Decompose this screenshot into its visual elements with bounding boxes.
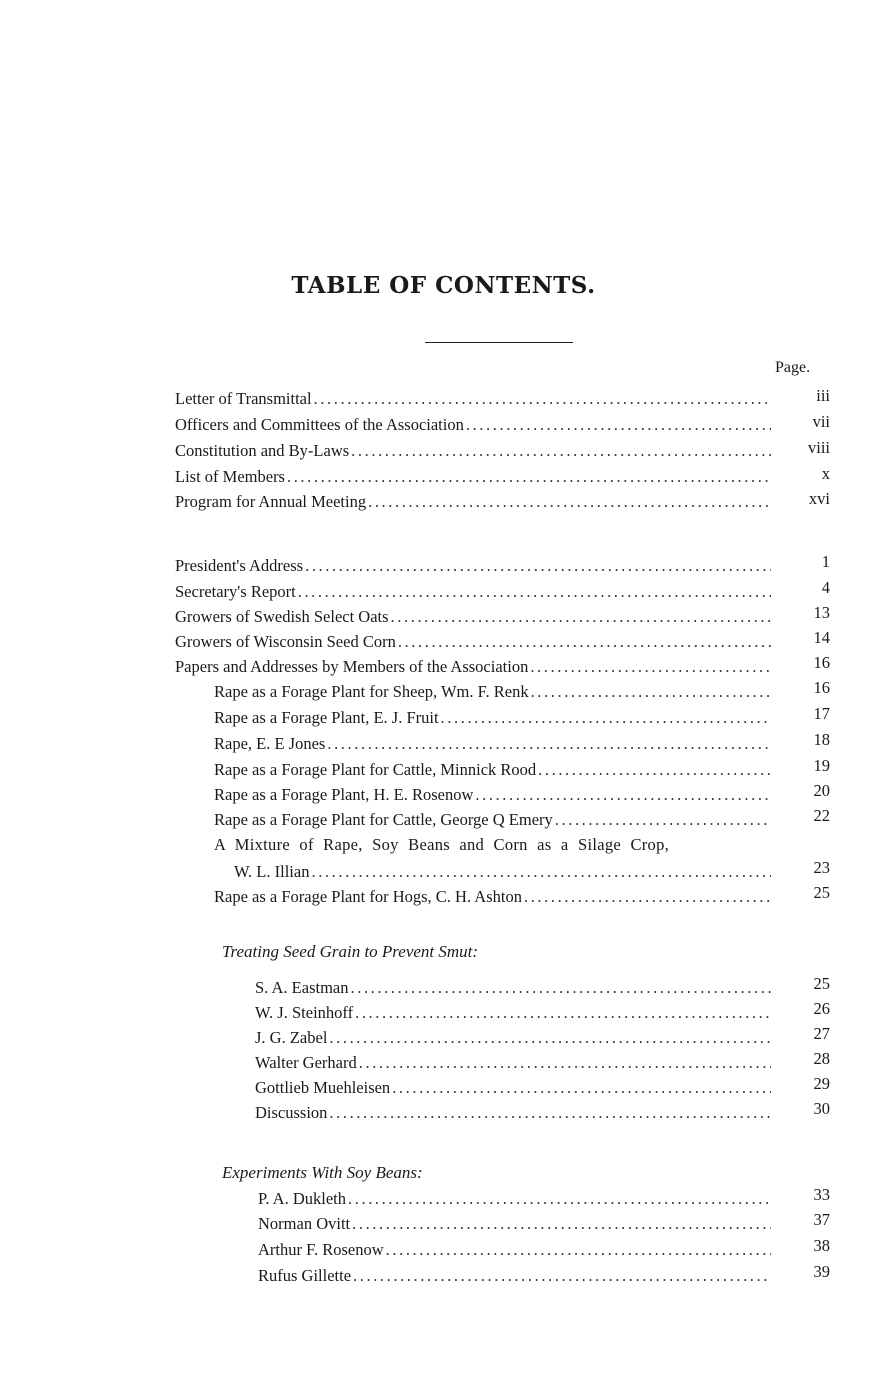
toc-page-number: 27 — [813, 1024, 830, 1043]
toc-page-number: 37 — [813, 1210, 830, 1229]
toc-page-number: 25 — [813, 883, 830, 902]
section-heading: Treating Seed Grain to Prevent Smut: — [222, 942, 479, 961]
toc-page-number: 38 — [813, 1236, 830, 1255]
toc-page-number: 30 — [813, 1099, 830, 1118]
toc-page-number: 23 — [813, 858, 830, 877]
toc-entry: Officers and Committees of the Association ..... — [175, 415, 775, 437]
section-heading: Experiments With Soy Beans: — [222, 1163, 423, 1182]
toc-entry: W. L. Illian ..... — [234, 862, 775, 884]
toc-page-number: 16 — [813, 678, 830, 697]
toc-entry: Gottlieb Muehleisen ..... — [255, 1078, 775, 1100]
toc-page-number: 17 — [813, 704, 830, 723]
toc-entry: Letter of Transmittal ..... — [175, 389, 775, 411]
toc-entry: W. J. Steinhoff ..... — [255, 1003, 775, 1025]
toc-page-number: 22 — [813, 806, 830, 825]
toc-entry: Rape as a Forage Plant for Hogs, C. H. Ashton ..... — [214, 887, 775, 909]
toc-entry: Rape as a Forage Plant for Cattle, George Q Emery ..... — [214, 810, 775, 832]
toc-entry: S. A. Eastman ..... — [255, 978, 775, 1000]
toc-page-number: xvi — [808, 489, 830, 508]
toc-entry: Discussion ..... — [255, 1103, 775, 1125]
toc-entry: Walter Gerhard ..... — [255, 1053, 775, 1075]
toc-entry: Rape as a Forage Plant, H. E. Rosenow ..... — [214, 785, 775, 807]
title-rule — [425, 342, 573, 343]
toc-page-number: viii — [807, 438, 830, 457]
toc-page-number: 13 — [813, 603, 830, 622]
toc-entry: Constitution and By-Laws ..... — [175, 441, 775, 463]
toc-page-number: 4 — [821, 578, 830, 597]
toc-entry: Growers of Swedish Select Oats ..... — [175, 607, 775, 629]
toc-entry: Growers of Wisconsin Seed Corn ..... — [175, 632, 775, 654]
toc-entry: Rape as a Forage Plant, E. J. Fruit ..... — [214, 708, 775, 730]
toc-entry: President's Address ..... — [175, 556, 775, 578]
toc-page-number: 25 — [813, 974, 830, 993]
toc-page-number: 14 — [813, 628, 830, 647]
toc-entry: Rape as a Forage Plant for Cattle, Minnick Rood ..... — [214, 760, 775, 782]
toc-page-number: 28 — [813, 1049, 830, 1068]
toc-entry: Arthur F. Rosenow ..... — [258, 1240, 775, 1262]
toc-entry: Rape as a Forage Plant for Sheep, Wm. F. Renk ..... — [214, 682, 775, 704]
toc-page-number: 20 — [813, 781, 830, 800]
toc-entry: J. G. Zabel ..... — [255, 1028, 775, 1050]
page-title: TABLE OF CONTENTS. — [291, 272, 596, 299]
toc-entry: Papers and Addresses by Members of the Association ..... — [175, 657, 775, 679]
toc-page-number: 33 — [813, 1185, 830, 1204]
toc-page-number: 18 — [813, 730, 830, 749]
toc-page-number: 26 — [813, 999, 830, 1018]
toc-page-number: 29 — [813, 1074, 830, 1093]
toc-page-number: x — [821, 464, 830, 483]
toc-entry: Secretary's Report ..... — [175, 582, 775, 604]
toc-page-number: 39 — [813, 1262, 830, 1281]
page-column-label: Page. — [775, 359, 811, 376]
toc-page-number: 19 — [813, 756, 830, 775]
toc-entry: P. A. Dukleth ..... — [258, 1189, 775, 1211]
toc-page-number: vii — [812, 412, 830, 431]
toc-entry: Norman Ovitt ..... — [258, 1214, 775, 1236]
toc-entry: Rufus Gillette ..... — [258, 1266, 775, 1288]
toc-page-number: 1 — [821, 552, 830, 571]
toc-entry: A Mixture of Rape, Soy Beans and Corn as a Silage Crop, — [214, 835, 670, 854]
toc-entry: Program for Annual Meeting ..... — [175, 492, 775, 514]
toc-page-number: iii — [816, 386, 830, 405]
toc-entry: Rape, E. E Jones ..... — [214, 734, 775, 756]
toc-entry: List of Members ..... — [175, 467, 775, 489]
toc-page-number: 16 — [813, 653, 830, 672]
